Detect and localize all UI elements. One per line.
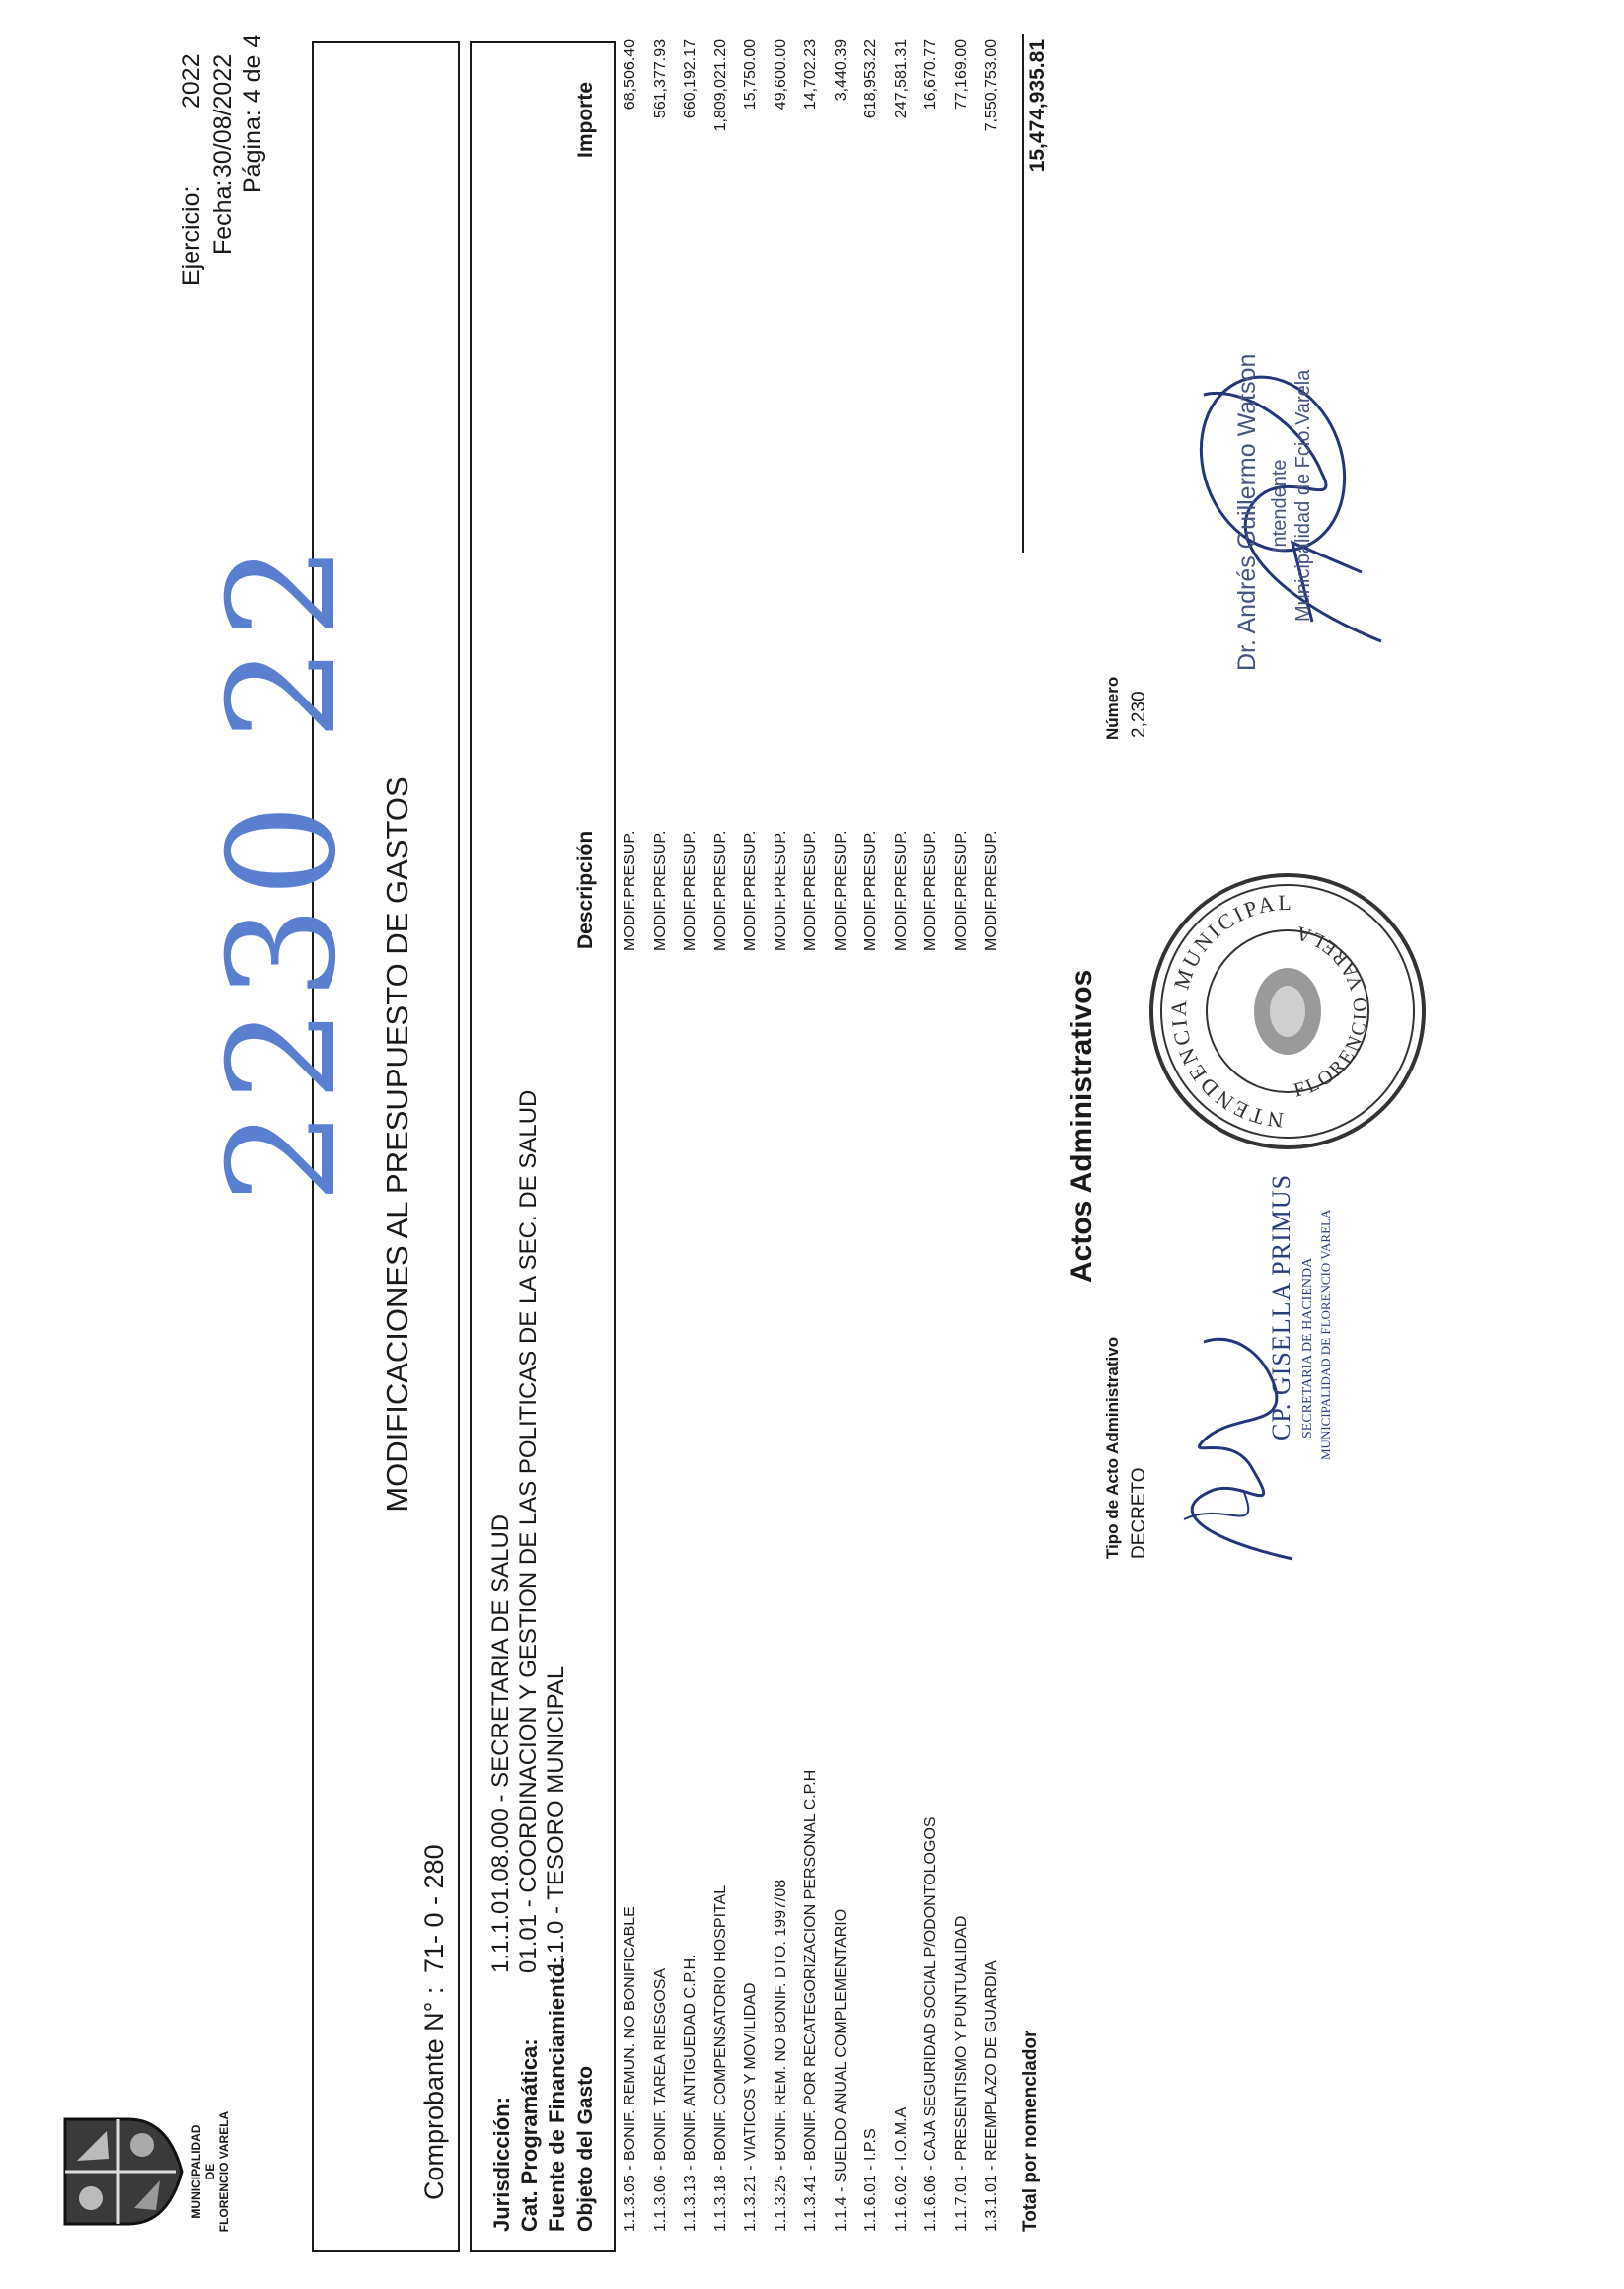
tipo-acto-label: Tipo de Acto Administrativo	[1103, 1336, 1122, 1559]
row-importe: 68,506.40	[622, 39, 638, 111]
descripcion-column-header: Descripción	[574, 830, 597, 949]
row-importe: 3,440.39	[832, 39, 849, 102]
row-importe: 14,702.23	[802, 39, 819, 111]
fuente-value: 1.1.0 - TESORO MUNICIPAL	[543, 1665, 569, 1973]
objeto-column-header: Objeto del Gasto	[574, 2065, 597, 2232]
row-objeto: 1.1.3.05 - BONIF. REMUN. NO BONIFICABLE	[622, 1906, 638, 2232]
logo-text-2: DE	[203, 2163, 217, 2180]
logo-text-1: MUNICIPALIDAD	[189, 2124, 203, 2219]
official-seal-icon	[1144, 868, 1431, 1154]
tipo-acto-value: DECRETO	[1129, 1467, 1149, 1559]
row-descripcion: MODIF.PRESUP.	[892, 830, 910, 951]
row-importe: 561,377.93	[651, 39, 669, 119]
row-importe: 660,192.17	[682, 39, 699, 119]
ejercicio-label: Ejercicio:	[178, 185, 205, 286]
row-importe: 618,953.22	[862, 39, 879, 119]
row-descripcion: MODIF.PRESUP.	[802, 830, 819, 951]
signature-left-name: CP. GISELLA PRIMUS	[1267, 1173, 1295, 1440]
row-objeto: 1.1.3.18 - BONIF. COMPENSATORIO HOSPITAL	[711, 1884, 729, 2232]
comprobante-value: 71- 0 - 280	[419, 1844, 449, 1973]
row-descripcion: MODIF.PRESUP.	[682, 830, 699, 951]
row-objeto: 1.1.3.21 - VIATICOS Y MOVILIDAD	[742, 1982, 759, 2232]
row-descripcion: MODIF.PRESUP.	[923, 830, 939, 951]
row-importe: 247,581.31	[892, 39, 910, 119]
total-label: Total por nomenclador	[1020, 2030, 1041, 2232]
row-objeto: 1.1.3.13 - BONIF. ANTIGUEDAD C.P.H.	[682, 1954, 699, 2232]
row-descripcion: MODIF.PRESUP.	[622, 830, 638, 951]
row-importe: 7,550,753.00	[983, 39, 999, 132]
row-objeto: 1.1.3.25 - BONIF. REM. NO BONIF. DTO. 1997/08	[772, 1879, 789, 2232]
logo-text-3: FLORENCIO VARELA	[217, 2110, 231, 2233]
row-objeto: 1.1.6.02 - I.O.M.A	[892, 2106, 910, 2232]
signature-left-org: MUNICIPALIDAD DE FLORENCIO VARELA	[1318, 1209, 1333, 1460]
row-objeto: 1.1.6.06 - CAJA SEGURIDAD SOCIAL P/ODONTOLOGOS	[923, 1816, 939, 2232]
numero-value: 2,230	[1129, 691, 1149, 738]
total-separator	[1022, 34, 1024, 553]
fecha-value: 30/08/2022	[209, 53, 237, 178]
jurisdiccion-label: Jurisdicción:	[489, 2097, 514, 2232]
row-descripcion: MODIF.PRESUP.	[772, 830, 789, 951]
signature-right-org: Municipalidad de Fcio.Varela	[1292, 369, 1314, 622]
row-importe: 1,809,021.20	[711, 39, 729, 132]
comprobante-label: Comprobante N° :	[419, 1986, 449, 2200]
row-descripcion: MODIF.PRESUP.	[832, 830, 849, 951]
row-objeto: 1.1.3.06 - BONIF. TAREA RIESGOSA	[651, 1967, 669, 2232]
total-value: 15,474,935.81	[1026, 39, 1049, 173]
row-importe: 15,750.00	[742, 39, 759, 111]
signature-right-role: Intendente	[1269, 459, 1291, 553]
row-descripcion: MODIF.PRESUP.	[651, 830, 669, 951]
row-importe: 49,600.00	[772, 39, 789, 111]
fuente-label: Fuente de Financiamiento:	[545, 1957, 569, 2232]
seal-text-bottom: FLORENCIO VARELA	[1291, 921, 1372, 1102]
row-importe: 16,670.77	[923, 39, 939, 111]
signature-left-role: SECRETARIA DE HACIENDA	[1300, 1257, 1315, 1439]
row-objeto: 1.3.1.01 - REEMPLAZO DE GUARDIA	[983, 1960, 999, 2232]
row-objeto: 1.1.4 - SUELDO ANUAL COMPLEMENTARIO	[832, 1908, 849, 2232]
fecha-label: Fecha:	[209, 179, 237, 255]
row-importe: 77,169.00	[952, 39, 970, 111]
numero-label: Número	[1103, 676, 1122, 740]
row-descripcion: MODIF.PRESUP.	[711, 830, 729, 951]
row-descripcion: MODIF.PRESUP.	[742, 830, 759, 951]
page-title: MODIFICACIONES AL PRESUPUESTO DE GASTOS	[380, 776, 414, 1513]
row-descripcion: MODIF.PRESUP.	[952, 830, 970, 951]
ejercicio-value: 2022	[178, 53, 205, 109]
municipal-coat-of-arms-icon	[57, 2113, 185, 2230]
signature-right-name: Dr. Andrés Guillermo Watson	[1233, 353, 1261, 671]
actos-title: Actos Administrativos	[1066, 969, 1098, 1283]
cat-programatica-value: 01.01 - COORDINACION Y GESTION DE LAS POLITICAS DE LA SEC. DE SALUD	[515, 1089, 542, 1973]
row-objeto: 1.1.7.01 - PRESENTISMO Y PUNTUALIDAD	[952, 1915, 970, 2232]
cat-programatica-label: Cat. Programática:	[517, 2038, 542, 2232]
row-objeto: 1.1.6.01 - I.P.S	[862, 2128, 879, 2232]
jurisdiccion-value: 1.1.1.01.08.000 - SECRETARIA DE SALUD	[487, 1514, 514, 1973]
row-descripcion: MODIF.PRESUP.	[983, 830, 999, 951]
page-number: Página: 4 de 4	[239, 34, 266, 193]
seal-text-top: NTENDENCIA MUNICIPAL	[1165, 889, 1294, 1134]
importe-column-header: Importe	[574, 81, 597, 158]
handwritten-number: 2230 22	[197, 536, 369, 1204]
row-objeto: 1.1.3.41 - BONIF. POR RECATEGORIZACION PERSONAL C.P.H	[802, 1769, 819, 2232]
row-descripcion: MODIF.PRESUP.	[862, 830, 879, 951]
